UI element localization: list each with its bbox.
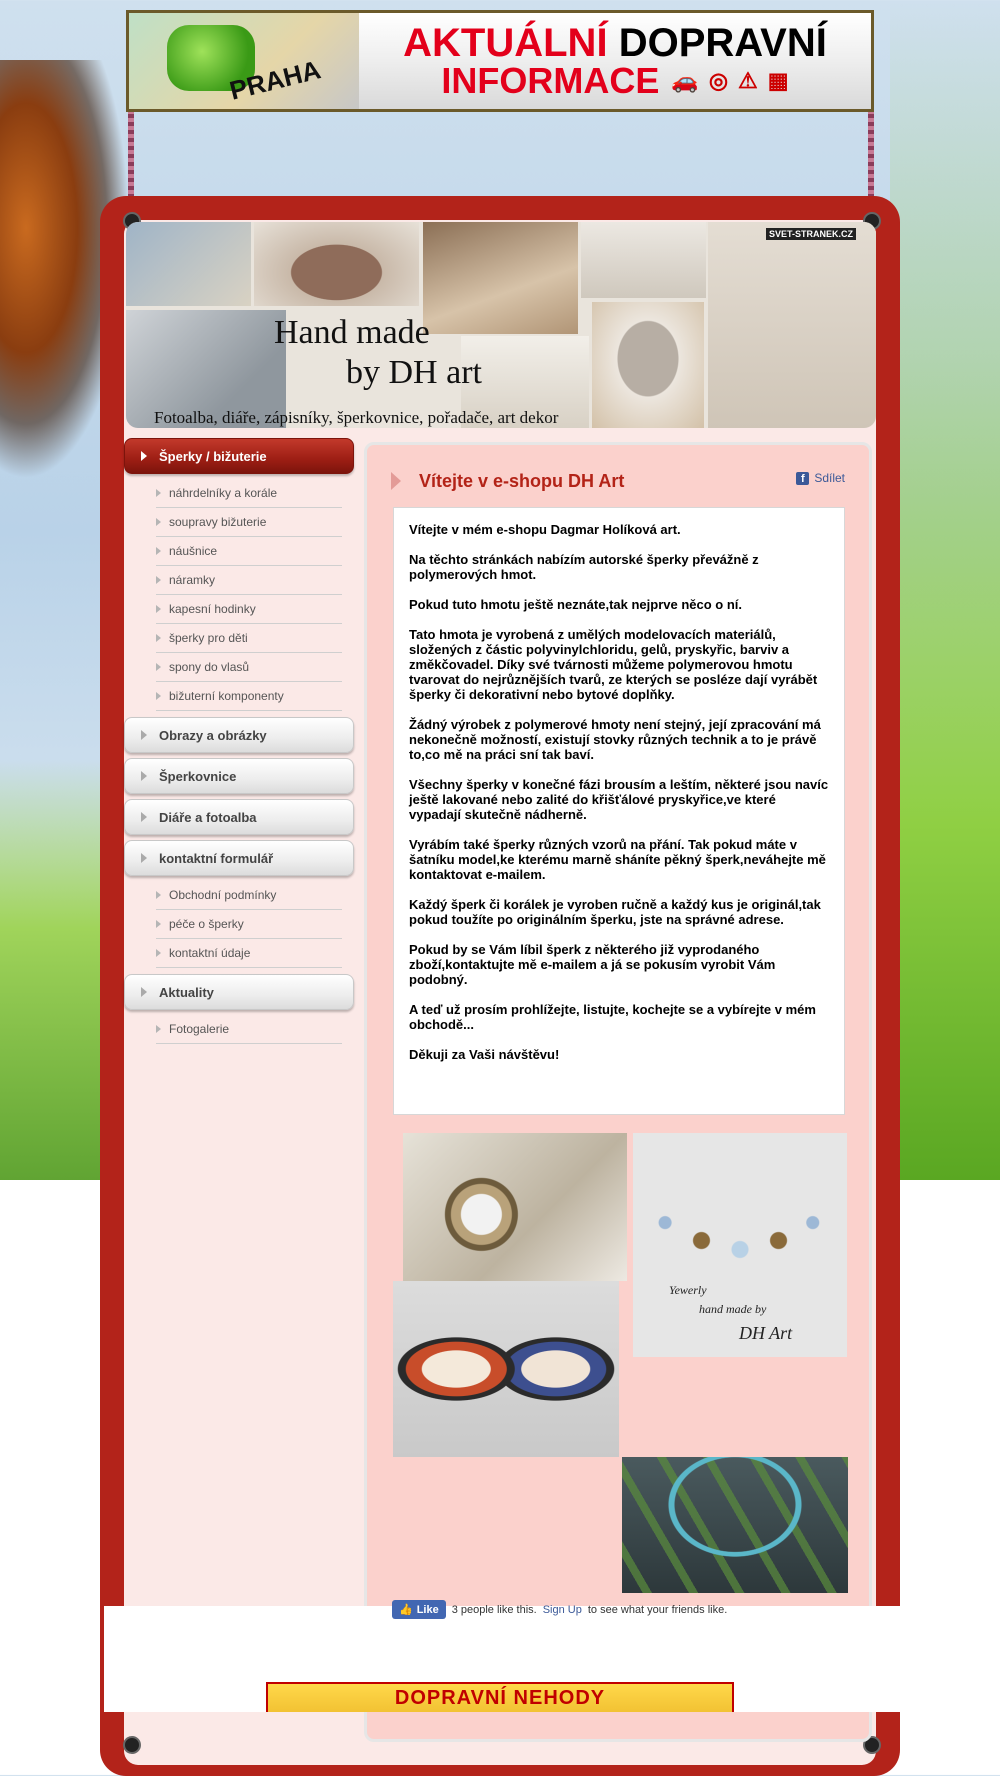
sidebar-category-label: Obrazy a obrázky xyxy=(159,727,267,743)
sidebar-item-label: šperky pro děti xyxy=(169,631,248,645)
rope-left-top xyxy=(128,110,134,206)
sidebar-item-label: náramky xyxy=(169,573,216,587)
welcome-paragraph: Všechny šperky v konečné fázi brousím a leštím, některé jsou navíc ještě lakované nebo zalité do křišťálové pryskyřice,ve které vypadají skutečně nádherně. xyxy=(409,777,829,822)
welcome-paragraph: Na těchto stránkách nabízím autorské šperky převážně z polymerových hmot. xyxy=(409,552,759,582)
header-photo-drawing xyxy=(708,222,876,428)
traffic-info-banner[interactable] xyxy=(126,10,874,112)
sidebar-category[interactable] xyxy=(124,438,354,474)
background-grass-right xyxy=(890,0,1000,1180)
chevron-right-icon xyxy=(156,547,161,555)
fb-like-text: to see what your friends like. xyxy=(587,1603,728,1616)
site-header[interactable] xyxy=(126,222,876,428)
sidebar-item[interactable] xyxy=(156,624,342,653)
sidebar-item[interactable] xyxy=(156,939,342,968)
chevron-right-icon xyxy=(141,730,147,740)
sidebar-category-label: Diáře a fotoalba xyxy=(159,809,257,825)
rope-right-top xyxy=(868,110,874,206)
sidebar-item-label: soupravy bižuterie xyxy=(169,515,267,529)
watermark-line3: DH Art xyxy=(739,1323,793,1344)
chevron-right-icon xyxy=(156,518,161,526)
chevron-right-icon xyxy=(156,605,161,613)
sidebar-sublist xyxy=(124,1015,354,1044)
roadwork-sign-icon: ▦ xyxy=(767,68,789,93)
chevron-right-icon xyxy=(156,1025,161,1033)
sidebar-category-label: Šperkovnice xyxy=(159,768,237,784)
sidebar-category-label: Aktuality xyxy=(159,984,214,1000)
sidebar-item-label: péče o šperky xyxy=(169,917,244,931)
share-button[interactable] xyxy=(796,471,845,485)
chevron-right-icon xyxy=(141,853,147,863)
welcome-paragraph: Žádný výrobek z polymerové hmoty není stejný, její zpracování má nekonečně možností, existují stovky různých technik a to je právě to,co mě na práci sní tak baví. xyxy=(409,717,821,762)
content-panel xyxy=(364,442,872,1742)
page-title: Vítejte v e-shopu DH Art xyxy=(419,471,625,491)
gallery-photo-pearl-necklace[interactable] xyxy=(633,1133,847,1357)
sidebar-item[interactable] xyxy=(156,1015,342,1044)
sidebar-item[interactable] xyxy=(156,595,342,624)
header-stamp: SVET-STRANEK.CZ xyxy=(766,228,856,240)
sidebar-item[interactable] xyxy=(156,881,342,910)
banner-line1 xyxy=(359,23,871,63)
sidebar-category[interactable] xyxy=(124,840,354,876)
sidebar-item[interactable] xyxy=(156,682,342,711)
fb-like-count: 3 people like this. xyxy=(451,1603,537,1616)
chevron-right-icon xyxy=(156,634,161,642)
welcome-text xyxy=(393,507,845,1115)
chevron-right-icon xyxy=(156,949,161,957)
banner-word-traffic: DOPRAVNÍ xyxy=(618,21,827,65)
chevron-right-icon xyxy=(156,692,161,700)
banner-word-actual: AKTUÁLNÍ xyxy=(403,21,608,65)
sidebar-item-label: kapesní hodinky xyxy=(169,602,256,616)
sidebar-item[interactable] xyxy=(156,479,342,508)
chevron-right-icon xyxy=(141,987,147,997)
sidebar-category-label: kontaktní formulář xyxy=(159,850,274,866)
chevron-right-icon xyxy=(141,812,147,822)
facebook-icon: f xyxy=(796,472,809,485)
gallery-photo-turquoise-necklace[interactable] xyxy=(622,1457,848,1593)
header-title-line1: Hand made xyxy=(274,314,430,351)
welcome-paragraph: Pokud by se Vám líbil šperk z některého již vyprodaného zboží,kontaktujte mě e-mailem a já se pokusím vyrobit Vám podobný. xyxy=(409,942,776,987)
chevron-right-icon xyxy=(156,663,161,671)
chevron-right-icon xyxy=(156,920,161,928)
sidebar-nav xyxy=(124,438,354,1050)
sidebar-sublist xyxy=(124,881,354,968)
welcome-paragraph: Tato hmota je vyrobená z umělých modelovacích materiálů, složených z částic polyvinylchloridu, gelů, pryskyřic, barviv a změkčovadel. Díky své tvárnosti můžeme polymerovou hmotu tvarovat do nejrůznějších tvarů, ze kterých se posléze dají vyrábět šperky či dekorativní nebo bytové doplňky. xyxy=(409,627,818,702)
sidebar-category[interactable] xyxy=(124,717,354,753)
sidebar-item-label: náušnice xyxy=(169,544,218,558)
gallery-photo-pocket-watch[interactable] xyxy=(403,1133,627,1281)
chevron-right-icon xyxy=(156,576,161,584)
traffic-accidents-banner[interactable] xyxy=(266,1682,734,1712)
welcome-paragraph: Vítejte v mém e-shopu Dagmar Holíková art. xyxy=(409,522,681,537)
photo-watermark xyxy=(669,1281,792,1348)
map-car-image xyxy=(129,13,359,109)
chevron-right-icon xyxy=(141,451,147,461)
watermark-line1: Yewerly xyxy=(669,1283,707,1297)
header-subtitle: Fotoalba, diáře, zápisníky, šperkovnice, pořadače, art dekor xyxy=(154,408,559,427)
sidebar-sublist xyxy=(124,479,354,711)
sidebar-item[interactable] xyxy=(156,508,342,537)
header-photo-album xyxy=(423,222,578,334)
watermark-line2: hand made by xyxy=(699,1302,767,1317)
sidebar-item[interactable] xyxy=(156,653,342,682)
sidebar-item-label: náhrdelníky a korále xyxy=(169,486,278,500)
header-photo-portrait xyxy=(592,302,704,428)
fb-like-label: Like xyxy=(416,1603,439,1616)
sidebar-category[interactable] xyxy=(124,974,354,1010)
sidebar-item[interactable] xyxy=(156,910,342,939)
header-title-line2: by DH art xyxy=(346,354,482,391)
header-photo-boat xyxy=(126,222,251,306)
bottom-banner-label: DOPRAVNÍ NEHODY xyxy=(394,1686,606,1709)
welcome-paragraph: A teď už prosím prohlížejte, listujte, kochejte se a vybírejte v mém obchodě... xyxy=(409,1002,816,1032)
header-photo-medallion xyxy=(254,222,419,306)
sidebar-category-label: Šperky / bižuterie xyxy=(159,448,267,464)
sidebar-item[interactable] xyxy=(156,566,342,595)
welcome-paragraph: Děkuji za Vaši návštěvu! xyxy=(409,1047,560,1062)
sidebar-item-label: bižuterní komponenty xyxy=(169,689,284,703)
warning-icon: ⚠ xyxy=(738,68,758,93)
chevron-right-icon xyxy=(156,891,161,899)
sidebar-category[interactable] xyxy=(124,799,354,835)
chevron-right-icon xyxy=(141,771,147,781)
welcome-paragraph: Vyrábím také šperky různých vzorů na přání. Tak pokud máte v šatníku model,ke kterému marně sháníte pěkný šperk,neváhejte mě kontaktovat e-mailem. xyxy=(409,837,826,882)
banner-word-info: INFORMACE xyxy=(441,60,660,101)
sidebar-item-label: kontaktní údaje xyxy=(169,946,251,960)
sidebar-item-label: Fotogalerie xyxy=(169,1022,230,1036)
thumbs-up-icon: 👍 xyxy=(399,1604,413,1616)
header-photo-decor xyxy=(581,222,706,298)
chevron-right-icon xyxy=(156,489,161,497)
facebook-like-widget xyxy=(392,1600,727,1619)
sidebar-item-label: spony do vlasů xyxy=(169,660,250,674)
frame-ring-bottom-left xyxy=(123,1736,141,1754)
title-arrow-icon xyxy=(391,472,401,490)
map-label: PRAHA xyxy=(226,54,324,106)
car-crash-icon: 🚗 xyxy=(671,68,699,93)
gallery-photo-bracelet[interactable] xyxy=(393,1281,619,1457)
sidebar-category[interactable] xyxy=(124,758,354,794)
share-label: Sdílet xyxy=(814,471,845,485)
banner-line2 xyxy=(359,60,871,101)
sidebar-item-label: Obchodní podmínky xyxy=(169,888,277,902)
sidebar-item[interactable] xyxy=(156,537,342,566)
welcome-paragraph: Pokud tuto hmotu ještě neznáte,tak nejprve něco o ní. xyxy=(409,597,742,612)
fb-signup-link[interactable]: Sign Up xyxy=(542,1603,582,1616)
fb-like-button[interactable] xyxy=(392,1600,446,1619)
welcome-paragraph: Každý šperk či korálek je vyroben ručně a každý kus je originál,tak pokud toužíte po originálním šperku, jste na správné adrese. xyxy=(409,897,821,927)
traffic-camera-icon: ◎ xyxy=(708,68,729,93)
